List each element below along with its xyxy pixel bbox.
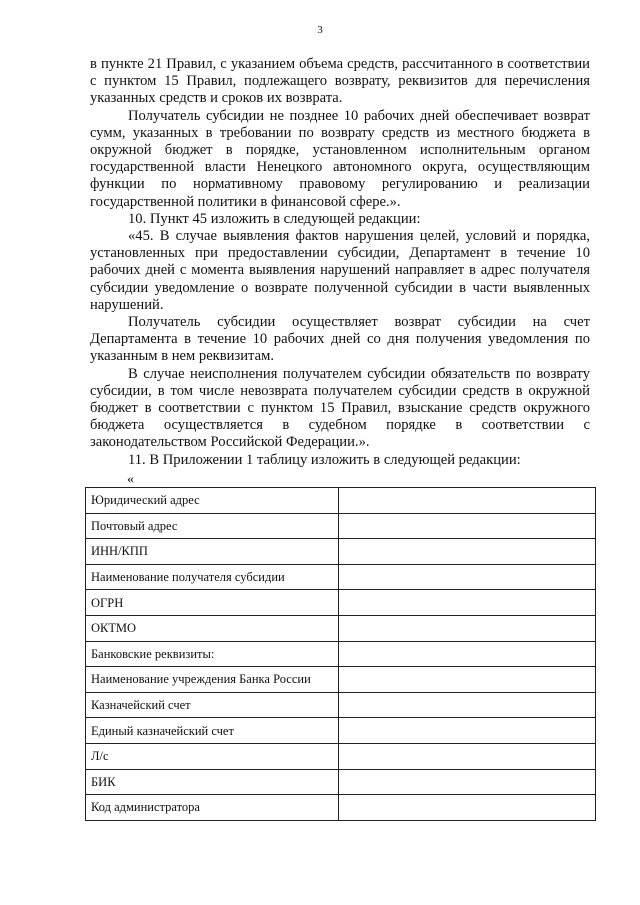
row-label: Банковские реквизиты: <box>86 641 339 667</box>
table-row <box>86 667 596 693</box>
row-label: Наименование получателя субсидии <box>86 564 339 590</box>
table-row <box>86 590 596 616</box>
paragraph-return-obligation: Получатель субсидии не позднее 10 рабочих дней обеспечивает возврат сумм, указанных в требовании по возврату средств из местного бюджета в окружной бюджет в порядке, установленном исполнительным органом государственной власти Ненецкого автономного округа, осуществляющим функции по нормативному правовому регулированию и реализации государственной политики в финансовой сфере.». <box>90 107 590 210</box>
row-value <box>339 769 596 795</box>
paragraph-item-10: 10. Пункт 45 изложить в следующей редакции: <box>128 210 421 227</box>
row-label: БИК <box>86 769 339 795</box>
table-row <box>86 564 596 590</box>
table-open-quote: « <box>127 472 134 487</box>
row-value <box>339 564 596 590</box>
row-label: Единый казначейский счет <box>86 718 339 744</box>
table-row <box>86 513 596 539</box>
table-row <box>86 718 596 744</box>
paragraph-continuation: в пункте 21 Правил, с указанием объема средств, рассчитанного в соответствии с пунктом 15 Правил, подлежащего возврату, реквизитов для перечисления указанных средств и сроков их возврата. <box>90 56 590 107</box>
page-number: 3 <box>317 24 323 36</box>
row-label: Наименование учреждения Банка России <box>86 667 339 693</box>
table-row <box>86 488 596 514</box>
row-value <box>339 488 596 514</box>
row-value <box>339 590 596 616</box>
row-value <box>339 743 596 769</box>
paragraph-item-11: 11. В Приложении 1 таблицу изложить в следующей редакции: <box>128 451 521 468</box>
row-value <box>339 513 596 539</box>
row-label: ИНН/КПП <box>86 539 339 565</box>
row-value <box>339 795 596 821</box>
row-label: ОГРН <box>86 590 339 616</box>
table-row <box>86 692 596 718</box>
row-label: Код администратора <box>86 795 339 821</box>
row-value <box>339 539 596 565</box>
table-row <box>86 641 596 667</box>
row-value <box>339 641 596 667</box>
row-label: Почтовый адрес <box>86 513 339 539</box>
row-label: Л/с <box>86 743 339 769</box>
row-value <box>339 692 596 718</box>
table-row <box>86 615 596 641</box>
row-label: Казначейский счет <box>86 692 339 718</box>
row-label: Юридический адрес <box>86 488 339 514</box>
table-row <box>86 795 596 821</box>
paragraph-clause-45: «45. В случае выявления фактов нарушения целей, условий и порядка, установленных при предоставлении субсидии, Департамент в течение 10 рабочих дней с момента выявления нарушений направляет в адрес получателя субсидии уведомление о возврате полученной субсидии в части выявленных нарушений. <box>90 228 590 313</box>
row-label: ОКТМО <box>86 615 339 641</box>
row-value <box>339 615 596 641</box>
paragraph-court-recovery: В случае неисполнения получателем субсидии обязательств по возврату субсидии, в том числе невозврата получателем субсидии средств в окружной бюджет в соответствии с пунктом 15 Правил, взыскание средств окружного бюджета осуществляется в судебном порядке в соответствии с законодательством Российской Федерации.». <box>90 365 590 451</box>
table-row <box>86 539 596 565</box>
table-row <box>86 743 596 769</box>
requisites-table <box>85 487 596 821</box>
table-row <box>86 769 596 795</box>
row-value <box>339 718 596 744</box>
paragraph-recipient-return: Получатель субсидии осуществляет возврат субсидии на счет Департамента в течение 10 рабочих дней со дня получения уведомления по указанным в нем реквизитам. <box>90 314 590 365</box>
row-value <box>339 667 596 693</box>
document-body <box>90 56 590 469</box>
